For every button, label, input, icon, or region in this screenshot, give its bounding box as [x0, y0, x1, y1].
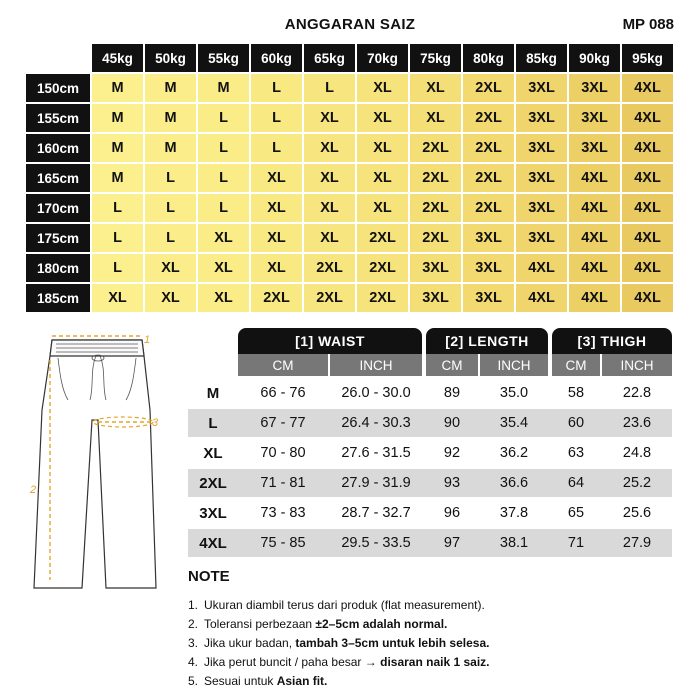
size-cell: XL — [410, 104, 461, 132]
size-cell: 3XL — [516, 224, 567, 252]
size-cell: L — [198, 104, 249, 132]
measure-value: 89 — [443, 385, 461, 401]
size-label: 2XL — [199, 474, 227, 492]
size-cell: L — [198, 134, 249, 162]
size-cell: XL — [251, 194, 302, 222]
size-cell: 3XL — [569, 74, 620, 102]
product-code: MP 088 — [622, 16, 674, 33]
size-cell: 4XL — [622, 194, 673, 222]
size-cell: 4XL — [516, 254, 567, 282]
weight-header-row — [92, 44, 675, 72]
size-cell: 4XL — [569, 254, 620, 282]
size-cell: XL — [251, 164, 302, 192]
size-cell: 4XL — [622, 164, 673, 192]
size-cell: XL — [304, 104, 355, 132]
weight-header-cell: 50kg — [145, 44, 196, 72]
measure-value: 60 — [567, 415, 585, 431]
size-cell: 4XL — [622, 134, 673, 162]
measure-value: 63 — [567, 445, 585, 461]
size-cell: 3XL — [516, 164, 567, 192]
size-cell: XL — [92, 284, 143, 312]
weight-header-cell: 85kg — [516, 44, 567, 72]
pants-illustration — [20, 330, 180, 600]
height-label: 165cm — [26, 164, 90, 192]
size-cell: XL — [198, 224, 249, 252]
size-cell: 3XL — [463, 254, 514, 282]
size-cell: 4XL — [569, 284, 620, 312]
size-cell: L — [198, 194, 249, 222]
measure-value: 65 — [567, 505, 585, 521]
height-row — [26, 284, 675, 312]
measure-value: 64 — [567, 475, 585, 491]
length-marker: 2 — [30, 484, 37, 496]
height-label: 155cm — [26, 104, 90, 132]
size-cell: 3XL — [463, 224, 514, 252]
note-item — [188, 653, 490, 672]
height-row — [26, 104, 675, 132]
subheader-cm: CM — [238, 354, 328, 376]
height-label: 185cm — [26, 284, 90, 312]
height-row — [26, 74, 675, 102]
note-item — [188, 615, 490, 634]
size-cell: L — [251, 74, 302, 102]
size-cell: 3XL — [516, 194, 567, 222]
size-cell: L — [145, 164, 196, 192]
size-cell: 3XL — [569, 134, 620, 162]
weight-header-cell: 95kg — [622, 44, 673, 72]
measure-value: 75 - 85 — [260, 535, 306, 551]
height-label: 150cm — [26, 74, 90, 102]
size-cell: 3XL — [569, 104, 620, 132]
weight-header-cell: 75kg — [410, 44, 461, 72]
size-cell: XL — [304, 164, 355, 192]
measure-value: 67 - 77 — [260, 415, 306, 431]
size-cell: 2XL — [463, 194, 514, 222]
measure-value: 92 — [443, 445, 461, 461]
measure-value: 71 - 81 — [260, 475, 306, 491]
size-cell: 4XL — [622, 284, 673, 312]
size-cell: L — [198, 164, 249, 192]
size-cell: XL — [357, 74, 408, 102]
note-text: Sesuai untuk — [204, 674, 277, 688]
size-cell: L — [304, 74, 355, 102]
size-cell: 3XL — [516, 74, 567, 102]
size-cell: M — [145, 134, 196, 162]
size-cell: 4XL — [569, 164, 620, 192]
measure-value: 23.6 — [622, 415, 652, 431]
size-cell: XL — [410, 74, 461, 102]
weight-header-cell: 45kg — [92, 44, 143, 72]
thigh-marker: 3 — [152, 417, 159, 429]
measure-value: 96 — [443, 505, 461, 521]
measure-value: 27.9 — [622, 535, 652, 551]
size-cell: 2XL — [357, 254, 408, 282]
measure-value: 27.6 - 31.5 — [341, 445, 411, 461]
size-cell: 3XL — [410, 254, 461, 282]
size-cell: M — [198, 74, 249, 102]
size-cell: XL — [198, 284, 249, 312]
note-text: Ukuran diambil terus dari produk (flat measurement). — [204, 598, 485, 612]
height-label: 170cm — [26, 194, 90, 222]
subheader-inch: INCH — [330, 354, 422, 376]
height-row — [26, 254, 675, 282]
size-cell: L — [92, 224, 143, 252]
measure-value: 73 - 83 — [260, 505, 306, 521]
size-cell: 2XL — [463, 74, 514, 102]
measure-value: 37.8 — [499, 505, 529, 521]
note-emphasis: disaran naik 1 saiz. — [380, 655, 490, 669]
measure-value: 97 — [443, 535, 461, 551]
size-cell: 3XL — [463, 284, 514, 312]
size-label: 3XL — [199, 504, 227, 522]
note-heading: NOTE — [188, 568, 230, 585]
weight-header-cell: 65kg — [304, 44, 355, 72]
size-cell: 2XL — [463, 104, 514, 132]
size-cell: M — [145, 74, 196, 102]
subheader-inch: INCH — [480, 354, 548, 376]
size-cell: XL — [145, 284, 196, 312]
size-cell: L — [92, 254, 143, 282]
size-cell: 2XL — [304, 284, 355, 312]
size-cell: M — [92, 74, 143, 102]
waist-group-header: [1] WAIST — [238, 328, 422, 354]
size-cell: 4XL — [622, 104, 673, 132]
measure-value: 26.4 - 30.3 — [341, 415, 411, 431]
weight-header-cell: 55kg — [198, 44, 249, 72]
size-label: XL — [203, 444, 223, 462]
size-cell: XL — [304, 224, 355, 252]
subheader-inch: INCH — [602, 354, 672, 376]
measure-value: 29.5 - 33.5 — [341, 535, 411, 551]
measure-value: 28.7 - 32.7 — [341, 505, 411, 521]
size-cell: XL — [304, 134, 355, 162]
size-cell: M — [92, 164, 143, 192]
size-cell: M — [92, 104, 143, 132]
size-label: M — [206, 384, 220, 402]
thigh-group-header: [3] THIGH — [552, 328, 672, 354]
note-text: Jika ukur badan, — [204, 636, 296, 650]
size-cell: 2XL — [463, 134, 514, 162]
note-number: 5. — [188, 674, 199, 688]
size-cell: L — [92, 194, 143, 222]
page-title: ANGGARAN SAIZ — [284, 16, 416, 33]
height-row — [26, 134, 675, 162]
height-row — [26, 164, 675, 192]
height-label: 160cm — [26, 134, 90, 162]
measure-value: 35.0 — [499, 385, 529, 401]
measure-value: 90 — [443, 415, 461, 431]
size-cell: 4XL — [622, 74, 673, 102]
waist-marker: 1 — [144, 334, 151, 346]
weight-header-cell: 80kg — [463, 44, 514, 72]
size-cell: M — [145, 104, 196, 132]
size-cell: 4XL — [622, 254, 673, 282]
size-cell: 3XL — [410, 284, 461, 312]
size-cell: L — [251, 134, 302, 162]
measure-value: 36.2 — [499, 445, 529, 461]
measure-value: 66 - 76 — [260, 385, 306, 401]
subheader-cm: CM — [426, 354, 478, 376]
note-item — [188, 634, 490, 653]
size-cell: 4XL — [622, 224, 673, 252]
measure-value: 36.6 — [499, 475, 529, 491]
note-emphasis: ±2–5cm adalah normal. — [315, 617, 448, 631]
height-label: 180cm — [26, 254, 90, 282]
size-cell: 2XL — [304, 254, 355, 282]
notes-list — [188, 596, 490, 691]
note-emphasis: tambah 3–5cm untuk lebih selesa. — [295, 636, 490, 650]
note-text: Jika perut buncit / paha besar → — [204, 655, 381, 669]
size-cell: L — [145, 194, 196, 222]
measure-value: 38.1 — [499, 535, 529, 551]
size-cell: 2XL — [357, 284, 408, 312]
note-text: Toleransi perbezaan — [204, 617, 316, 631]
size-cell: M — [92, 134, 143, 162]
height-row — [26, 224, 675, 252]
measure-value: 25.6 — [622, 505, 652, 521]
size-cell: 4XL — [516, 284, 567, 312]
size-cell: 3XL — [516, 134, 567, 162]
measure-value: 26.0 - 30.0 — [341, 385, 411, 401]
size-cell: XL — [145, 254, 196, 282]
size-cell: XL — [357, 194, 408, 222]
measure-value: 27.9 - 31.9 — [341, 475, 411, 491]
size-cell: 4XL — [569, 224, 620, 252]
note-number: 1. — [188, 598, 199, 612]
size-cell: XL — [251, 254, 302, 282]
measure-value: 35.4 — [499, 415, 529, 431]
size-cell: XL — [357, 104, 408, 132]
size-cell: 3XL — [516, 104, 567, 132]
size-label: 4XL — [199, 534, 227, 552]
size-cell: XL — [251, 224, 302, 252]
size-cell: XL — [304, 194, 355, 222]
size-cell: 2XL — [357, 224, 408, 252]
length-group-header: [2] LENGTH — [426, 328, 548, 354]
note-number: 4. — [188, 655, 199, 669]
measure-value: 71 — [567, 535, 585, 551]
note-number: 3. — [188, 636, 199, 650]
measure-value: 70 - 80 — [260, 445, 306, 461]
size-cell: XL — [198, 254, 249, 282]
size-cell: 2XL — [463, 164, 514, 192]
measure-value: 58 — [567, 385, 585, 401]
size-cell: 4XL — [569, 194, 620, 222]
note-number: 2. — [188, 617, 199, 631]
size-cell: 2XL — [410, 164, 461, 192]
weight-header-cell: 90kg — [569, 44, 620, 72]
size-label: L — [208, 414, 218, 432]
measure-value: 93 — [443, 475, 461, 491]
size-cell: XL — [357, 134, 408, 162]
size-cell: L — [145, 224, 196, 252]
size-cell: 2XL — [410, 194, 461, 222]
size-cell: 2XL — [251, 284, 302, 312]
size-cell: 2XL — [410, 134, 461, 162]
height-label: 175cm — [26, 224, 90, 252]
measure-value: 25.2 — [622, 475, 652, 491]
note-item — [188, 596, 490, 615]
note-item — [188, 672, 490, 691]
size-cell: L — [251, 104, 302, 132]
weight-header-cell: 70kg — [357, 44, 408, 72]
size-cell: XL — [357, 164, 408, 192]
weight-header-cell: 60kg — [251, 44, 302, 72]
note-emphasis: Asian fit. — [276, 674, 328, 688]
measure-value: 22.8 — [622, 385, 652, 401]
subheader-cm: CM — [552, 354, 600, 376]
measure-value: 24.8 — [622, 445, 652, 461]
size-cell: 2XL — [410, 224, 461, 252]
height-row — [26, 194, 675, 222]
